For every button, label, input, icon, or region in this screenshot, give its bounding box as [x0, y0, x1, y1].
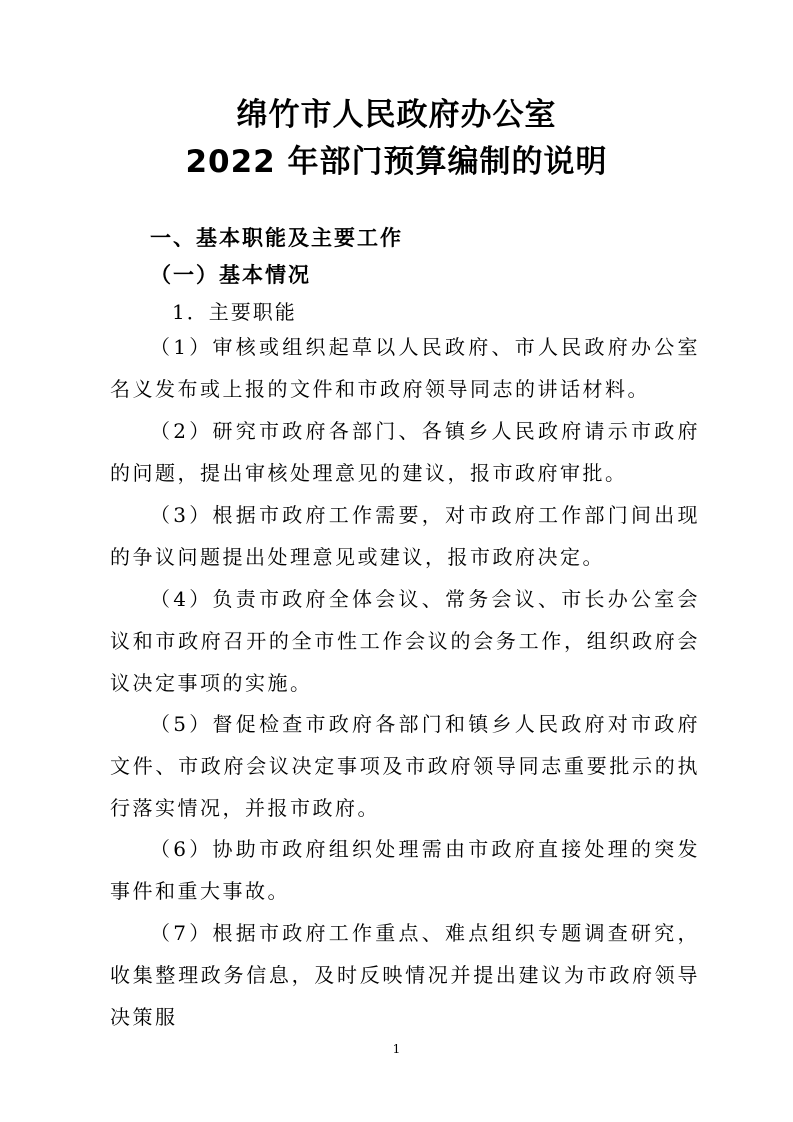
- paragraph-duty-1: （1）审核或组织起草以人民政府、市人民政府办公室名义发布或上报的文件和市政府领导同志的讲话材料。: [110, 335, 700, 401]
- document-title-line2: 2022 年部门预算编制的说明: [185, 144, 608, 180]
- paragraph-duty-7: （7）根据市政府工作重点、难点组织专题调查研究，收集整理政务信息，及时反映情况并提出建议为市政府领导决策服: [110, 921, 700, 1029]
- subsection-heading: （一）基本情况: [150, 263, 311, 287]
- section-heading: 一、基本职能及主要工作: [150, 226, 403, 250]
- page-number: 1: [392, 1042, 401, 1056]
- item-heading: 1．主要职能: [172, 300, 297, 324]
- paragraph-duty-3: （3）根据市政府工作需要，对市政府工作部门间出现的争议问题提出处理意见或建议，报市政府决定。: [110, 503, 700, 569]
- document-title-line1: 绵竹市人民政府办公室: [236, 97, 557, 133]
- paragraph-duty-2: （2）研究市政府各部门、各镇乡人民政府请示市政府的问题，提出审核处理意见的建议，报市政府审批。: [110, 419, 700, 485]
- paragraph-duty-6: （6）协助市政府组织处理需由市政府直接处理的突发事件和重大事故。: [110, 837, 700, 903]
- paragraph-duty-5: （5）督促检查市政府各部门和镇乡人民政府对市政府文件、市政府会议决定事项及市政府领导同志重要批示的执行落实情况，并报市政府。: [110, 712, 700, 820]
- paragraph-duty-4: （4）负责市政府全体会议、常务会议、市长办公室会议和市政府召开的全市性工作会议的会务工作，组织政府会议决定事项的实施。: [110, 587, 700, 695]
